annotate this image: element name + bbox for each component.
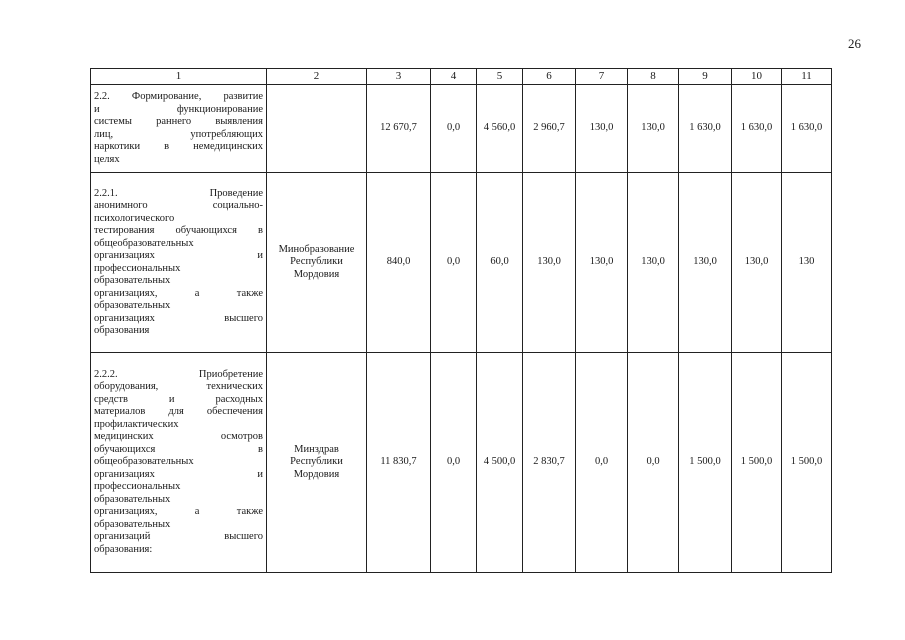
value-cell: 0,0 <box>576 353 628 573</box>
table-row <box>91 353 832 573</box>
executor-line: Республики <box>290 256 343 268</box>
value-cell: 130 <box>782 173 832 353</box>
column-header: 6 <box>523 69 576 85</box>
value-cell: 130,0 <box>576 173 628 353</box>
column-header: 11 <box>782 69 832 85</box>
value-cell: 840,0 <box>367 173 431 353</box>
description-line: оборудования, технических <box>94 381 263 393</box>
description-line: медицинских осмотров <box>94 431 263 443</box>
description-line: образовательных <box>94 275 171 286</box>
description-line: организациях и <box>94 468 263 480</box>
page-number: 26 <box>848 36 861 51</box>
value-cell: 130,0 <box>732 173 782 353</box>
executor-line: Республики <box>290 456 343 468</box>
column-header: 5 <box>477 69 523 85</box>
description-line: организаций высшего <box>94 531 263 543</box>
value-cell: 0,0 <box>431 85 477 173</box>
description-line: психологического <box>94 212 175 224</box>
description-line: средств и расходных <box>94 393 263 405</box>
table-row <box>91 85 832 173</box>
executor-line: Минздрав <box>294 443 339 455</box>
column-header: 4 <box>431 69 477 85</box>
description-line: обучающихся в <box>94 443 263 455</box>
value-cell: 130,0 <box>628 173 679 353</box>
executor-line: Минобразование <box>278 243 355 255</box>
description-line: образовательных <box>94 493 171 505</box>
description-line: образования <box>94 325 150 336</box>
value-cell: 1 630,0 <box>679 85 732 173</box>
header-row <box>91 69 832 85</box>
value-cell: 130,0 <box>523 173 576 353</box>
value-cell: 1 630,0 <box>732 85 782 173</box>
activity-description <box>91 173 267 353</box>
executor-cell <box>267 353 367 573</box>
description-line: организациях и <box>94 250 263 261</box>
description-line: профилактических <box>94 418 179 430</box>
value-cell: 0,0 <box>431 353 477 573</box>
value-cell: 2 960,7 <box>523 85 576 173</box>
description-line: наркотики в немедицинских <box>94 141 263 152</box>
value-cell: 0,0 <box>628 353 679 573</box>
description-line: анонимного социально- <box>94 200 263 211</box>
value-cell: 60,0 <box>477 173 523 353</box>
value-cell: 1 500,0 <box>679 353 732 573</box>
description-line: общеобразовательных <box>94 456 194 468</box>
description-line: профессиональных <box>94 481 181 493</box>
column-header: 10 <box>732 69 782 85</box>
value-cell: 2 830,7 <box>523 353 576 573</box>
activity-description <box>91 353 267 573</box>
value-cell: 130,0 <box>576 85 628 173</box>
value-cell: 130,0 <box>628 85 679 173</box>
description-line: тестирования обучающихся в <box>94 225 263 236</box>
budget-table <box>90 68 832 573</box>
column-header: 1 <box>91 69 267 85</box>
description-line: общеобразовательных <box>94 237 194 249</box>
description-line: материалов для обеспечения <box>94 406 263 418</box>
description-line: системы раннего выявления <box>94 116 263 127</box>
description-line: 2.2.1. Проведение <box>94 187 263 199</box>
description-line: профессиональных <box>94 262 181 274</box>
activity-description <box>91 85 267 173</box>
value-cell: 1 500,0 <box>782 353 832 573</box>
value-cell: 130,0 <box>679 173 732 353</box>
description-line: образовательных <box>94 518 171 530</box>
value-cell: 1 630,0 <box>782 85 832 173</box>
table-row <box>91 173 832 353</box>
value-cell: 1 500,0 <box>732 353 782 573</box>
executor-line: Мордовия <box>293 268 340 280</box>
description-line: образования: <box>94 543 153 555</box>
value-cell: 4 500,0 <box>477 353 523 573</box>
description-line: и функционирование <box>94 103 263 115</box>
description-line: образовательных <box>94 300 171 311</box>
description-line: лиц, употребляющих <box>94 128 263 140</box>
description-line: 2.2.2. Приобретение <box>94 368 263 380</box>
value-cell: 0,0 <box>431 173 477 353</box>
description-line: 2.2. Формирование, развитие <box>94 91 263 102</box>
column-header: 2 <box>267 69 367 85</box>
description-line: организациях, а также <box>94 287 263 299</box>
value-cell: 11 830,7 <box>367 353 431 573</box>
value-cell: 12 670,7 <box>367 85 431 173</box>
column-header: 7 <box>576 69 628 85</box>
column-header: 9 <box>679 69 732 85</box>
description-line: организациях, а также <box>94 506 263 518</box>
executor-line: Мордовия <box>293 468 340 480</box>
executor-cell <box>267 85 367 173</box>
column-header: 8 <box>628 69 679 85</box>
value-cell: 4 560,0 <box>477 85 523 173</box>
description-line: организациях высшего <box>94 312 263 324</box>
column-header: 3 <box>367 69 431 85</box>
description-line: целях <box>94 153 120 165</box>
executor-cell <box>267 173 367 353</box>
